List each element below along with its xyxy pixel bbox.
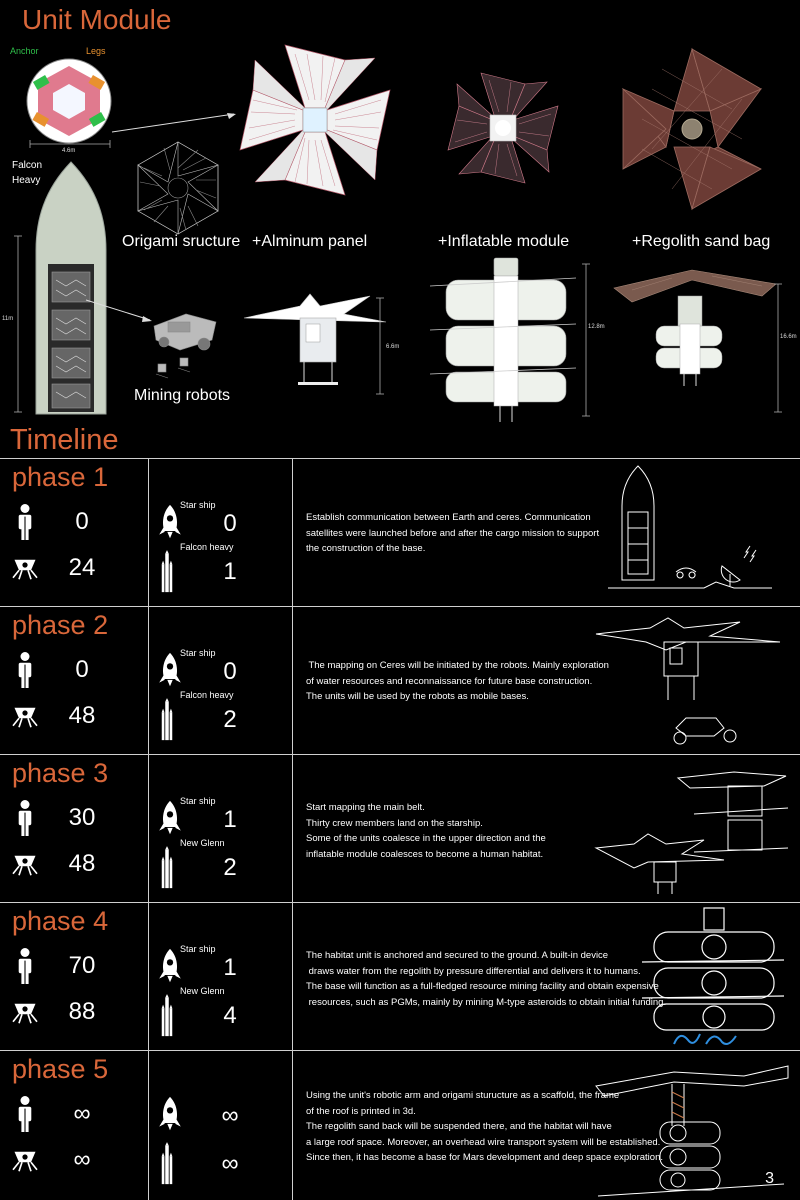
crew-count: 0 <box>75 656 89 683</box>
vehicle-a-name: Star ship <box>180 648 216 658</box>
description-line: of the roof is printed in 3d. <box>306 1105 416 1117</box>
width-dimension-text: 4.6m <box>62 148 76 154</box>
timeline-grid-line <box>0 1050 800 1051</box>
phase-description <box>306 800 636 862</box>
description-line: Using the unit's robotic arm and origami sturucture as a scaffold, the frame <box>306 1090 620 1101</box>
unit-module-title: Unit Module <box>22 4 172 35</box>
description-line: of water resources and reconnaissance for future base construction. <box>306 675 593 687</box>
robot-count: ∞ <box>73 1146 91 1173</box>
vehicle-a-count: 1 <box>223 954 237 981</box>
phase-label: phase 1 <box>12 462 109 492</box>
robot-count: 48 <box>68 850 96 877</box>
phase-label: phase 3 <box>12 758 109 788</box>
vehicle-b-count: 2 <box>223 706 237 733</box>
arrow-to-aluminum <box>110 110 240 136</box>
caption-inflatable: +Inflatable module <box>438 233 570 250</box>
description-line: Establish communication between Earth and ceres. Communication <box>306 512 591 523</box>
vehicle-a-name: Star ship <box>180 796 216 806</box>
phase-2-illustration <box>590 614 786 752</box>
phase-1-illustration <box>604 462 774 602</box>
description-line: The mapping on Ceres will be initiated by the robots. Mainly exploration <box>306 660 609 671</box>
phase-description <box>306 948 667 1010</box>
description-line: Start mapping the main belt. <box>306 802 425 813</box>
description-line: Some of the units coalesce in the upper direction and the <box>306 833 546 844</box>
robot-icon <box>10 1148 40 1172</box>
width-dimension-line <box>28 140 112 148</box>
robot-icon <box>10 852 40 876</box>
description-line: the construction of the base. <box>306 543 426 554</box>
description-line: Since then, it has become a base for Mars development and deep space exploration. <box>306 1152 663 1163</box>
timeline-grid-line <box>0 754 800 755</box>
phase-description <box>306 658 636 705</box>
caption-origami: Origami sructure <box>122 233 241 250</box>
phase-description <box>306 510 636 557</box>
vehicle-b-name: Falcon heavy <box>180 542 234 552</box>
crew-icon <box>16 504 34 540</box>
rocket-label-1: Falcon <box>12 160 43 171</box>
crew-icon <box>16 652 34 688</box>
phase-label: phase 2 <box>12 610 109 640</box>
rocket-label-2: Heavy <box>12 175 41 186</box>
regolith-sandbag-drawing <box>606 44 778 214</box>
timeline-grid-top <box>0 458 800 459</box>
hexagon-plan-diagram <box>24 56 114 146</box>
mining-robots-drawing <box>146 308 222 384</box>
vehicle-b-count: 4 <box>223 1002 237 1029</box>
vehicle-a-name: Star ship <box>180 500 216 510</box>
rocket-height-text: 11m <box>2 316 14 322</box>
robot-count: 24 <box>68 554 96 581</box>
phase-description <box>306 1088 663 1166</box>
timeline-grid-line <box>0 902 800 903</box>
robot-icon <box>10 704 40 728</box>
inflatable-elevation-drawing <box>428 256 578 424</box>
description-line: a large roof space. Moreover, an overhead wire transport system will be established. <box>306 1136 661 1148</box>
crew-count: 30 <box>68 804 96 831</box>
starship-icon <box>156 1096 184 1132</box>
timeline-col-divider <box>148 458 149 1200</box>
phase-5-illustration <box>594 1056 790 1200</box>
legs-label: Legs <box>86 46 106 56</box>
vehicle-b-name: New Glenn <box>180 986 225 996</box>
description-line: satellites were launched before and after the cargo mission to support <box>306 527 600 539</box>
phase-label: phase 4 <box>12 906 109 936</box>
aluminum-height-line <box>376 296 384 396</box>
rocket-icon <box>160 550 174 594</box>
robot-icon <box>10 1000 40 1024</box>
falcon-heavy-rocket <box>28 160 114 416</box>
crew-count: ∞ <box>73 1100 91 1127</box>
vehicle-a-count: 0 <box>223 658 237 685</box>
timeline-col-divider <box>292 458 293 1200</box>
vehicle-b-count: 2 <box>223 854 237 881</box>
caption-mining-robots: Mining robots <box>134 387 231 404</box>
anchor-label: Anchor <box>10 46 39 56</box>
inflatable-height-text: 12.8m <box>588 324 605 330</box>
aluminum-panel-drawing <box>234 40 396 200</box>
aluminum-elevation-drawing <box>240 290 390 400</box>
timeline-grid-line <box>0 606 800 607</box>
description-line: draws water from the regolith by pressure differential and delivers it to humans. <box>306 965 641 977</box>
caption-aluminum: +Alminum panel <box>252 233 368 250</box>
crew-icon <box>16 800 34 836</box>
rocket-icon <box>160 1142 174 1186</box>
vehicle-a-name: Star ship <box>180 944 216 954</box>
robot-count: 88 <box>68 998 96 1025</box>
origami-structure-drawing <box>120 138 236 238</box>
vehicle-a-count: 0 <box>223 510 237 537</box>
description-line: The units will be used by the robots as mobile bases. <box>306 691 529 702</box>
description-line: The habitat unit is anchored and secured to the ground. A built-in device <box>306 950 609 961</box>
rocket-icon <box>160 846 174 890</box>
crew-count: 70 <box>68 952 96 979</box>
description-line: The base will function as a full-fledged resource mining facility and obtain expensive <box>306 981 659 992</box>
vehicle-a-count: ∞ <box>221 1102 239 1129</box>
rocket-height-line <box>14 234 22 414</box>
description-line: The regolith sand back will be suspended there, and the habitat will have <box>306 1121 612 1132</box>
robot-icon <box>10 556 40 580</box>
phase-4-illustration <box>640 906 786 1048</box>
crew-icon <box>16 1096 34 1132</box>
aluminum-height-text: 6.6m <box>386 344 400 350</box>
crew-icon <box>16 948 34 984</box>
robot-count: 48 <box>68 702 96 729</box>
page-number: 3 <box>765 1170 774 1187</box>
regolith-height-text: 16.6m <box>780 334 797 340</box>
rocket-icon <box>160 698 174 742</box>
inflatable-height-line <box>582 262 590 418</box>
regolith-height-line <box>774 282 782 414</box>
description-line: resources, such as PGMs, mainly by mining M-type asteroids to obtain initial funding. <box>306 996 667 1008</box>
vehicle-b-name: Falcon heavy <box>180 690 234 700</box>
rocket-icon <box>160 994 174 1038</box>
inflatable-module-drawing <box>444 70 562 186</box>
vehicle-b-count: ∞ <box>221 1150 239 1177</box>
description-line: inflatable module coalesces to become a human habitat. <box>306 848 544 860</box>
vehicle-b-count: 1 <box>223 558 237 585</box>
phase-3-illustration <box>594 768 790 900</box>
crew-count: 0 <box>75 508 89 535</box>
vehicle-b-name: New Glenn <box>180 838 225 848</box>
phase-label: phase 5 <box>12 1054 109 1084</box>
caption-regolith: +Regolith sand bag <box>632 233 771 250</box>
timeline-title: Timeline <box>10 424 119 456</box>
vehicle-a-count: 1 <box>223 806 237 833</box>
regolith-elevation-drawing <box>612 268 778 418</box>
description-line: Thirty crew members land on the starship. <box>306 817 483 829</box>
